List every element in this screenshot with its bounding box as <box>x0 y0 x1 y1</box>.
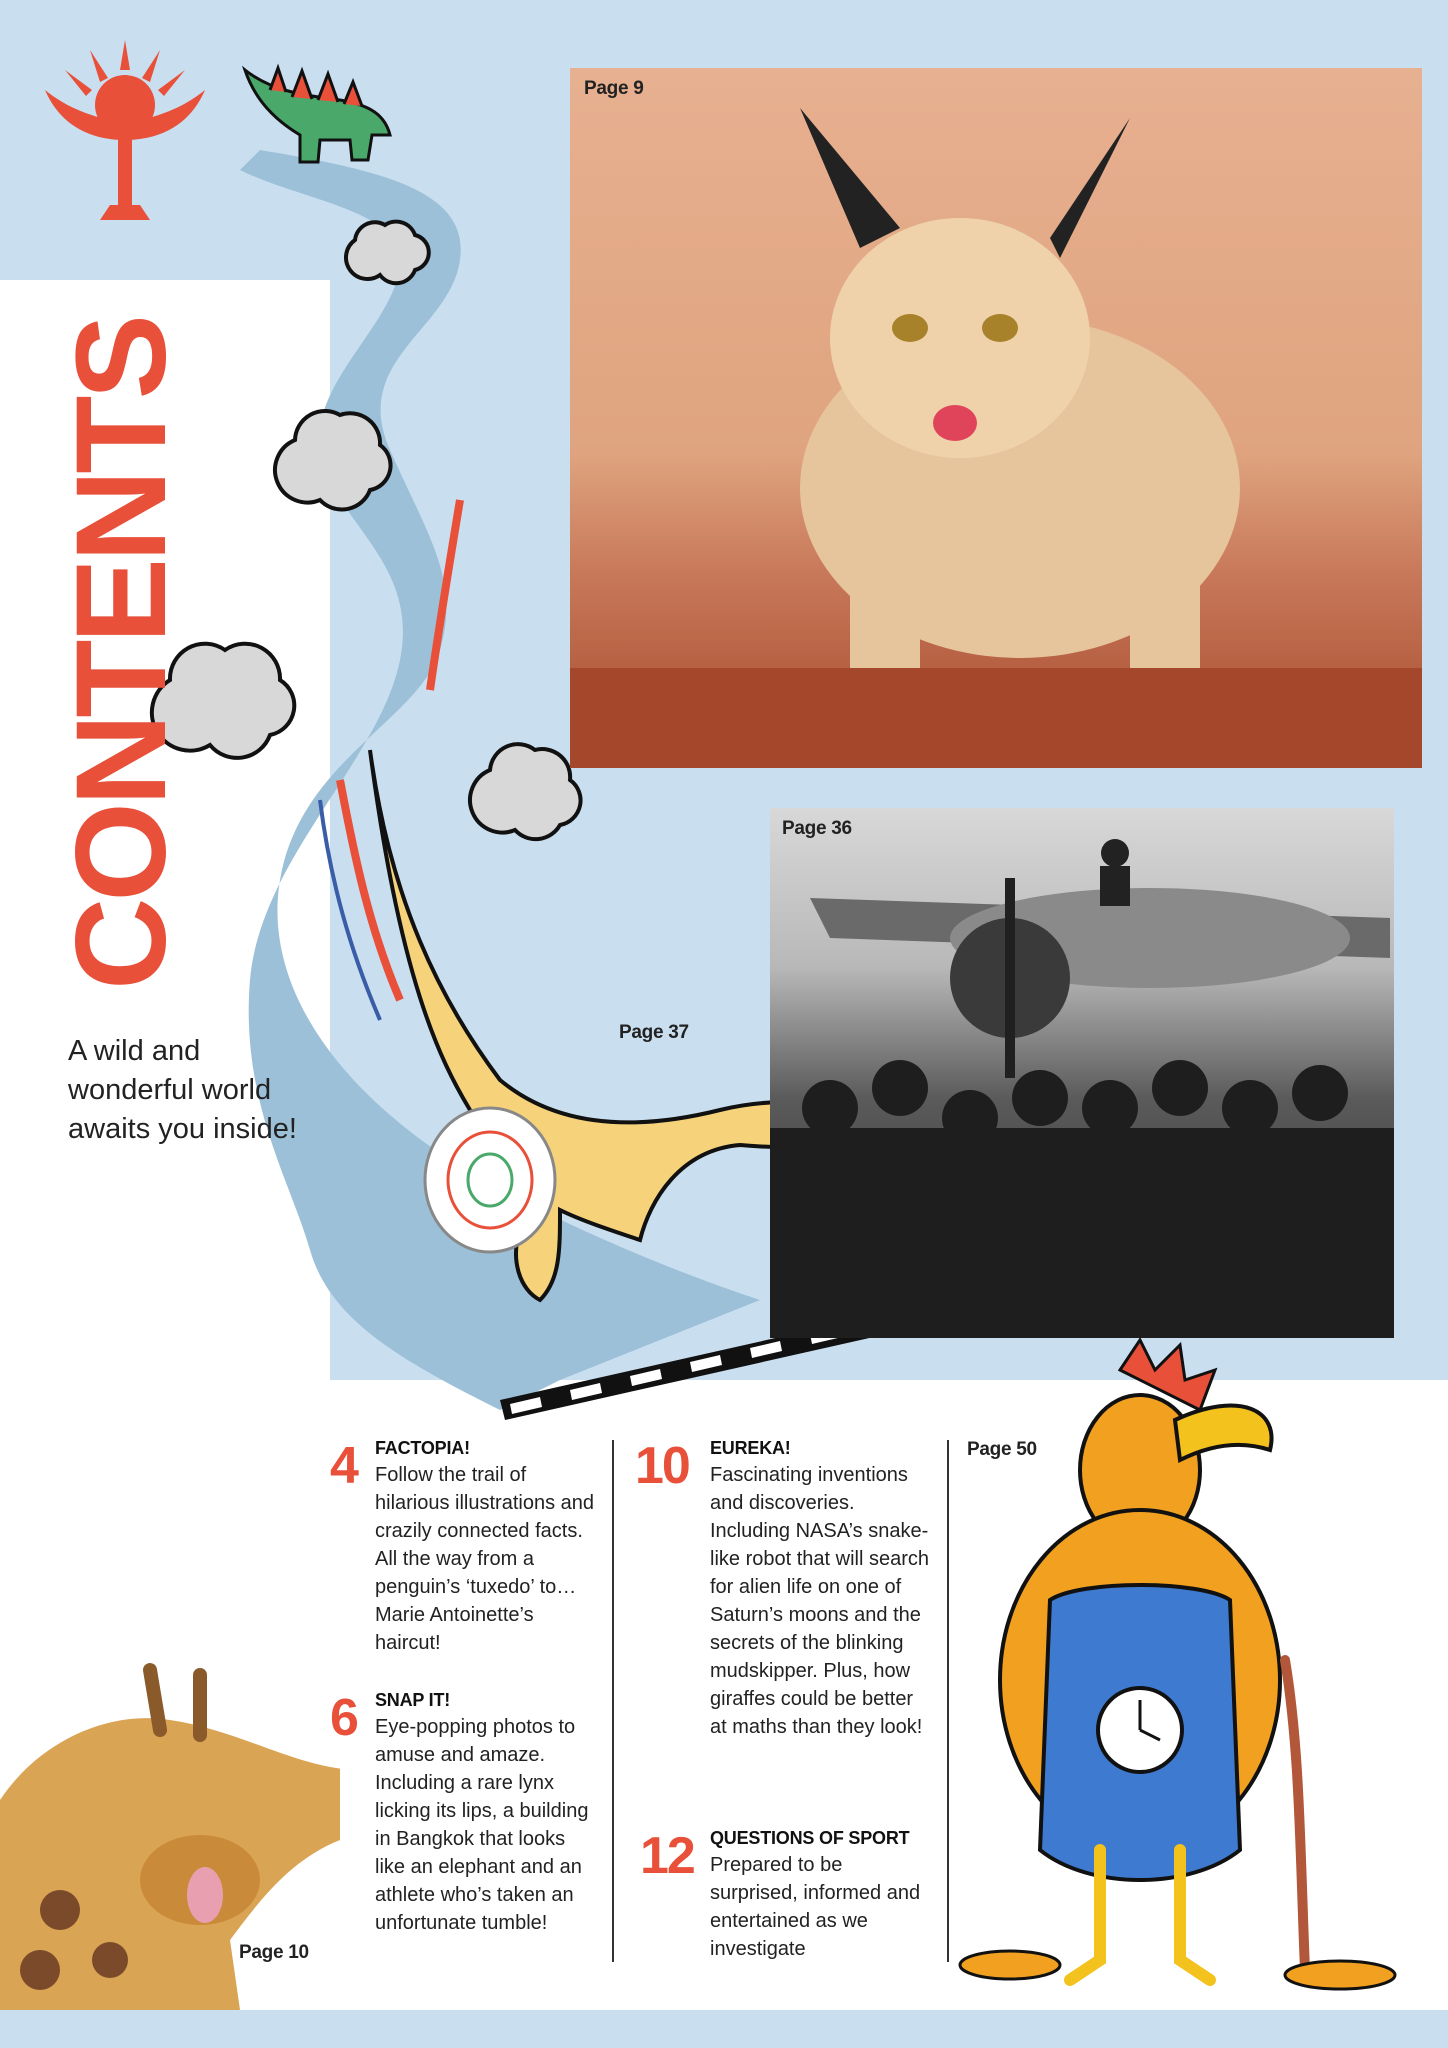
lynx-page-label: Page 9 <box>584 78 644 99</box>
section-title: QUESTIONS OF SPORT <box>710 1828 910 1848</box>
section-body: Eye-popping photos to amuse and amaze. Including a rare lynx licking its lips, a building in Bangkok that looks like an elephant and an athlete who’s taken an unfortunate tumble! <box>375 1716 589 1934</box>
section-body: Follow the trail of hilarious illustrations and crazily connected facts. All the way from a penguin’s ‘tuxedo’ to… Marie Antoinette’s haircut! <box>375 1464 595 1654</box>
section-title: EUREKA! <box>710 1438 791 1458</box>
rooster-page-label: Page 50 <box>967 1439 1037 1460</box>
section-snap-it <box>375 1690 600 1937</box>
tagline: A wild and wonderful world awaits you inside! <box>68 1035 297 1145</box>
section-number: 12 <box>640 1827 694 1885</box>
column-divider <box>947 1440 949 1962</box>
dino-page-label: Page 37 <box>619 1022 689 1043</box>
rooster-icon <box>940 1330 1410 2000</box>
section-body: Fascinating inventions and discoveries. Including NASA’s snake-like robot that will search for alien life on one of Saturn’s moons and the secrets of the blinking mudskipper. Plus, how giraffes could be better at maths than they look! <box>710 1464 929 1738</box>
section-eureka <box>710 1438 935 1741</box>
amelia-earhart-photo <box>770 808 1394 1338</box>
plane-crowd-illustration <box>770 808 1394 1338</box>
page-title: CONTENTS <box>50 318 193 990</box>
section-number: 10 <box>635 1437 689 1495</box>
bottom-bar <box>0 2012 1448 2048</box>
section-number: 6 <box>330 1689 357 1747</box>
section-factopia <box>375 1438 600 1657</box>
plane-page-label: Page 36 <box>782 818 852 839</box>
section-number: 4 <box>330 1437 357 1495</box>
section-body: Prepared to be surprised, informed and entertained as we investigate <box>710 1854 921 1960</box>
lynx-photo <box>570 68 1422 768</box>
giraffe-page-label: Page 10 <box>239 1942 309 1963</box>
section-title: SNAP IT! <box>375 1690 451 1710</box>
section-questions-of-sport <box>710 1828 935 1963</box>
stegosaurus-icon <box>245 68 390 162</box>
column-divider <box>612 1440 614 1962</box>
section-title: FACTOPIA! <box>375 1438 470 1458</box>
lynx-illustration <box>570 68 1422 768</box>
